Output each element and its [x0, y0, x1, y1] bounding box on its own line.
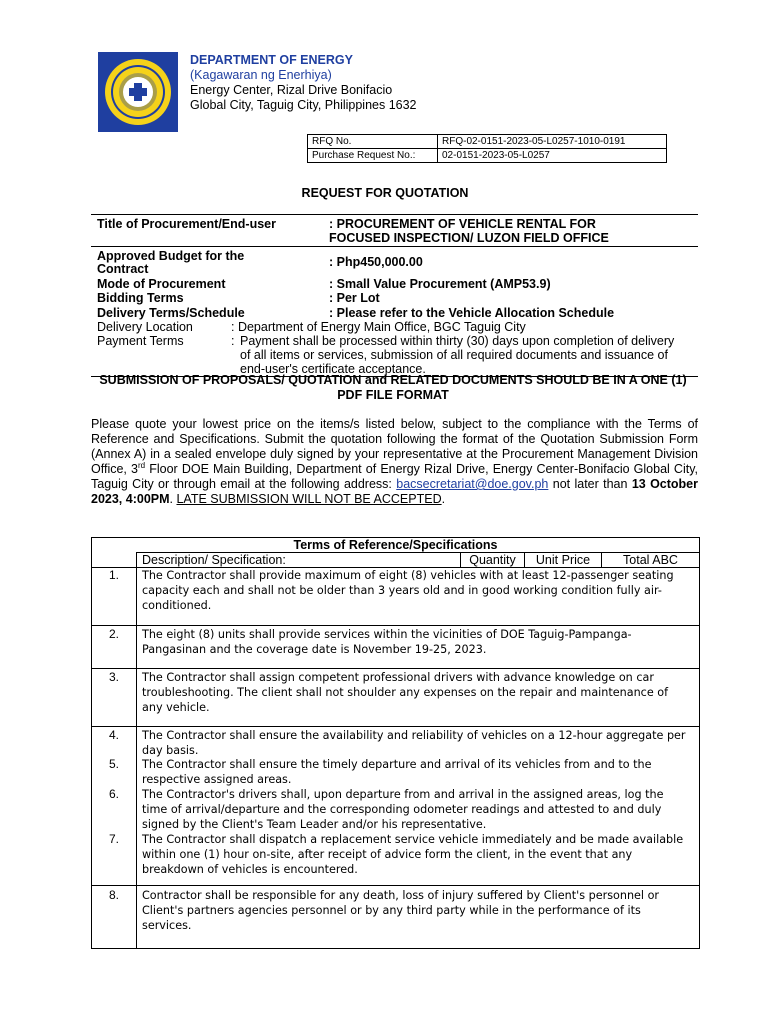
- delivery-terms-row: [91, 306, 698, 320]
- header-unit-price: Unit Price: [525, 552, 602, 568]
- delivery-terms-value: : Please refer to the Vehicle Allocation Schedule: [329, 306, 615, 320]
- approved-budget-value: : Php450,000.00: [329, 255, 423, 269]
- item-text: Contractor shall be responsible for any death, loss of injury suffered by Client's personnel or Client's partners agencies personnel or by any third party while in the performance of its services.: [142, 889, 660, 932]
- item-number: 3.: [108, 670, 119, 684]
- approved-budget-label-line1: Approved Budget for the: [97, 249, 245, 263]
- instructions-superscript: rd: [137, 460, 146, 470]
- purchase-request-row: [308, 149, 667, 163]
- delivery-terms-label: Delivery Terms/Schedule: [97, 306, 245, 320]
- item-text: The Contractor shall provide maximum of eight (8) vehicles with at least 12-passenger seating capacity each and shall not be older than 3 years old and in good working condition fully air-conditioned.: [142, 569, 674, 612]
- item-text: The Contractor's drivers shall, upon departure from and arrival in the assigned areas, log the time of arrival/departure and the corresponding odometer readings and attested to and duly signed by the Client's Team Leader and/or his representative.: [142, 788, 664, 831]
- delivery-location-row: [91, 320, 698, 334]
- number-column-divider: [136, 552, 137, 948]
- item-number: 4.: [108, 728, 119, 742]
- item-text: The Contractor shall ensure the availability and reliability of vehicles on a 12-hour aggregate per day basis.: [142, 729, 686, 757]
- rfq-number-value: RFQ-02-0151-2023-05-L0257-1010-0191: [438, 135, 667, 149]
- bidding-terms-label: Bidding Terms: [97, 291, 184, 305]
- delivery-location-label: Delivery Location: [97, 320, 193, 334]
- instructions-paragraph: [91, 417, 698, 507]
- approved-budget-label-line2: Contract: [97, 262, 149, 276]
- row-divider: [92, 668, 699, 669]
- item-number: 6.: [108, 787, 119, 801]
- mode-of-procurement-row: [91, 277, 698, 291]
- address-line-1: Energy Center, Rizal Drive Bonifacio: [190, 83, 393, 97]
- header-total-abc: Total ABC: [602, 552, 699, 568]
- rfq-reference-table: [307, 134, 667, 163]
- instructions-part1: Please quote your lowest price on the items/s listed below, subject to the compliance with the Terms of Reference and Specifications. Submit the quotation following the format of the Quotation Submission Form (Annex A) in a sealed envelope duly signed by your representative at the Procurement Management Division Office, 3: [91, 417, 698, 476]
- instructions-part3: not later than: [548, 477, 632, 491]
- row-divider: [92, 885, 699, 886]
- mode-of-procurement-label: Mode of Procurement: [97, 277, 226, 291]
- item-text: The Contractor shall assign competent professional drivers with advance knowledge on car troubleshooting. The client shall not shoulder any expenses on the repair and maintenance of any vehicle.: [142, 671, 669, 714]
- header-quantity: Quantity: [461, 552, 525, 568]
- purchase-request-value: 02-0151-2023-05-L0257: [438, 149, 667, 163]
- item-number: 1.: [108, 568, 119, 582]
- submission-deadline: 13 October 2023, 4:00PM: [91, 477, 698, 506]
- item-number: 2.: [108, 627, 119, 641]
- mode-of-procurement-value: : Small Value Procurement (AMP53.9): [329, 277, 551, 291]
- tor-title: Terms of Reference/Specifications: [293, 538, 498, 552]
- submission-heading: SUBMISSION OF PROPOSALS/ QUOTATION and RELATED DOCUMENTS SHOULD BE IN A ONE (1) PDF FILE FORMAT: [99, 373, 687, 402]
- doe-seal-logo: [98, 52, 178, 132]
- address-line-2: Global City, Taguig City, Philippines 1632: [190, 98, 417, 112]
- item-text: The Contractor shall dispatch a replacement service vehicle immediately and be made available within one (1) hour on-site, after receipt of advice form the client, in the event that any breakdown of vehicles is encountered.: [142, 833, 684, 876]
- title-of-procurement-value-line2: FOCUSED INSPECTION/ LUZON FIELD OFFICE: [329, 231, 609, 245]
- row-divider: [92, 625, 699, 626]
- row-divider: [92, 726, 699, 727]
- instructions-part2: Floor DOE Main Building, Department of Energy Rizal Drive, Energy Center-Bonifacio Global City, Taguig City or through email at the following address:: [91, 462, 699, 491]
- payment-terms-label: Payment Terms: [97, 334, 184, 348]
- payment-terms-value: Payment shall be processed within thirty (30) days upon completion of delivery of all items or services, submission of all required documents and issuance of end-user's certificate acceptance.: [240, 334, 675, 376]
- bidding-terms-row: [91, 291, 698, 306]
- instructions-part5: .: [441, 492, 446, 506]
- title-of-procurement-value-line1: : PROCUREMENT OF VEHICLE RENTAL FOR: [329, 217, 596, 231]
- procurement-info-block: [91, 214, 698, 377]
- instructions-part4: .: [169, 492, 177, 506]
- item-number: 7.: [108, 832, 119, 846]
- payment-terms-colon: :: [231, 334, 235, 348]
- purchase-request-label: Purchase Request No.:: [308, 149, 438, 163]
- item-text: The eight (8) units shall provide services within the vicinities of DOE Taguig-Pampanga-Pangasinan and the coverage date is November 19-25, 2023.: [142, 628, 632, 656]
- late-submission-notice: LATE SUBMISSION WILL NOT BE ACCEPTED: [176, 492, 442, 506]
- department-name: DEPARTMENT OF ENERGY: [190, 53, 353, 67]
- terms-of-reference-table: [91, 537, 700, 949]
- rfq-number-row: [308, 135, 667, 149]
- delivery-location-value: : Department of Energy Main Office, BGC Taguig City: [231, 320, 526, 334]
- item-number: 5.: [108, 757, 119, 771]
- title-of-procurement-row: [91, 215, 698, 246]
- bidding-terms-value: : Per Lot: [329, 291, 380, 305]
- payment-terms-row: [91, 334, 698, 376]
- item-number: 8.: [108, 888, 119, 902]
- title-of-procurement-label: Title of Procurement/End-user: [97, 217, 276, 231]
- organization-header: [190, 53, 417, 113]
- item-text: The Contractor shall ensure the timely departure and arrival of its vehicles from and to the respective assigned areas.: [142, 758, 652, 786]
- rfq-number-label: RFQ No.: [308, 135, 438, 149]
- approved-budget-row: [91, 247, 698, 277]
- department-tagalog-name: (Kagawaran ng Enerhiya): [190, 68, 332, 82]
- header-description: Description/ Specification:: [136, 552, 461, 568]
- document-title: REQUEST FOR QUOTATION: [301, 186, 469, 200]
- email-link[interactable]: bacsecretariat@doe.gov.ph: [396, 477, 549, 491]
